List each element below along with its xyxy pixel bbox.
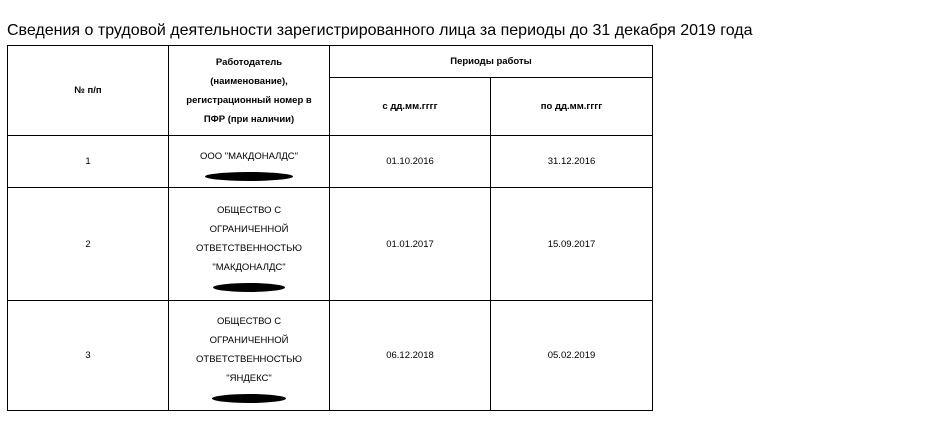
row-to-date: 31.12.2016 bbox=[491, 136, 653, 188]
redaction-mark bbox=[212, 394, 286, 403]
row-employer bbox=[169, 301, 330, 411]
row-employer bbox=[169, 136, 330, 188]
header-from: с дд.мм.гггг bbox=[330, 78, 491, 136]
employment-records-table bbox=[7, 45, 653, 411]
row-from-date: 01.01.2017 bbox=[330, 188, 491, 301]
table-row bbox=[8, 188, 653, 301]
employer-line: ОГРАНИЧЕННОЙ bbox=[209, 335, 289, 346]
table-row bbox=[8, 136, 653, 188]
header-employer-line: Работодатель bbox=[215, 56, 283, 68]
table-header-row bbox=[8, 46, 653, 78]
employer-line: "МАКДОНАЛДС" bbox=[212, 261, 286, 273]
header-to: по дд.мм.гггг bbox=[491, 78, 653, 136]
employer-line: ООО "МАКДОНАЛДС" bbox=[199, 150, 299, 162]
employer-line: ОТВЕТСТВЕННОСТЬЮ bbox=[196, 242, 302, 254]
employer-line: ОТВЕТСТВЕННОСТЬЮ bbox=[196, 354, 302, 365]
employer-line: ОГРАНИЧЕННОЙ bbox=[209, 223, 289, 235]
employer-line: "ЯНДЕКС" bbox=[226, 373, 272, 384]
redaction-mark bbox=[205, 172, 293, 181]
header-employer-line: регистрационный номер в bbox=[186, 94, 312, 106]
row-to-date: 05.02.2019 bbox=[491, 301, 653, 411]
employer-line: ОБЩЕСТВО С bbox=[216, 204, 282, 216]
row-to-date: 15.09.2017 bbox=[491, 188, 653, 301]
row-from-date: 01.10.2016 bbox=[330, 136, 491, 188]
redaction-mark bbox=[213, 283, 285, 292]
row-employer bbox=[169, 188, 330, 301]
row-number: 2 bbox=[8, 188, 169, 301]
header-employer bbox=[169, 46, 330, 136]
row-number: 3 bbox=[8, 301, 169, 411]
row-from-date: 06.12.2018 bbox=[330, 301, 491, 411]
header-number: № п/п bbox=[8, 46, 169, 136]
header-periods: Периоды работы bbox=[330, 46, 653, 78]
row-number: 1 bbox=[8, 136, 169, 188]
header-employer-line: (наименование), bbox=[210, 75, 288, 87]
page-title: Сведения о трудовой деятельности зарегистрированного лица за периоды до 31 декабря 2019 года bbox=[7, 22, 753, 39]
table-row bbox=[8, 301, 653, 411]
employer-line: ОБЩЕСТВО С bbox=[216, 316, 282, 327]
header-employer-line: ПФР (при наличии) bbox=[203, 113, 295, 125]
